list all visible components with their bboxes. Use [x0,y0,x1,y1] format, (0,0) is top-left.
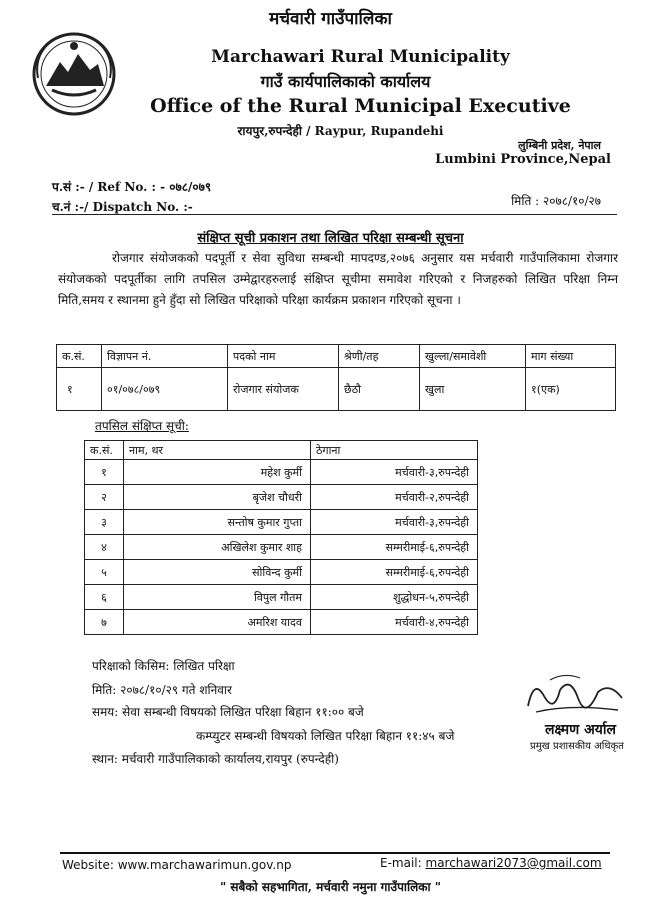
province-nepali: लुम्बिनी प्रदेश, नेपाल [518,139,601,152]
email-contact[interactable] [380,856,602,870]
cell: बृजेश चौधरी [124,485,311,510]
cell: ५ [85,560,124,585]
cell: २ [85,485,124,510]
shortlist-title: तपसिल संक्षिप्त सूची: [95,419,189,433]
cell: महेश कुर्मी [124,460,311,485]
table-row [85,535,478,560]
table-header-row [85,441,478,460]
cell: रोजगार संयोजक [228,368,339,411]
col-header: क.सं. [57,345,102,368]
table-row [85,460,478,485]
cell: खुला [420,368,526,411]
cell: ७ [85,610,124,635]
cell: मर्चवारी-४,रुपन्देही [311,610,478,635]
email-address[interactable]: marchawari2073@gmail.com [425,856,602,870]
exam-time-computer: कम्प्युटर सम्बन्धी विषयको लिखित परिक्षा बिहान ११:४५ बजे [196,729,455,743]
col-header: ठेगाना [311,441,478,460]
cell: १(एक) [526,368,616,411]
cell: सन्तोष कुमार गुप्ता [124,510,311,535]
table-row [85,560,478,585]
footer-slogan: " सबैको सहभागिता, मर्चवारी नमुना गाउँपालिका " [219,880,441,894]
col-header: पदको नाम [228,345,339,368]
province-english: Lumbini Province,Nepal [435,152,611,167]
cell: ०१/०७८/०७९ [102,368,228,411]
office-name-english: Office of the Rural Municipal Executive [150,95,571,117]
footer-divider [60,852,610,854]
cell: छैठौ [339,368,420,411]
cell: १ [85,460,124,485]
cell: अखिलेश कुमार शाह [124,535,311,560]
cell: ६ [85,585,124,610]
vacancy-table [56,344,616,411]
header-divider [52,214,617,215]
cell: शुद्धोधन-५,रुपन्देही [311,585,478,610]
cell: सम्मरीमाई-६,रुपन्देही [311,560,478,585]
table-row [85,510,478,535]
dispatch-number: च.नं :-/ Dispatch No. :- [52,200,193,214]
col-header: विज्ञापन नं. [102,345,228,368]
cell: विपुल गौतम [124,585,311,610]
col-header: नाम, थर [124,441,311,460]
col-header: खुल्ला/समावेशी [420,345,526,368]
exam-time-service: समय: सेवा सम्बन्धी विषयको लिखित परिक्षा बिहान ११:०० बजे [92,705,364,719]
cell: सोविन्द कुर्मी [124,560,311,585]
municipality-name-english: Marchawari Rural Municipality [211,47,510,67]
cell: ४ [85,535,124,560]
col-header: माग संख्या [526,345,616,368]
municipality-name-nepali: मर्चवारी गाउँपालिका [269,9,392,29]
handwritten-signature [520,668,630,720]
cell: मर्चवारी-२,रुपन्देही [311,485,478,510]
col-header: क.सं. [85,441,124,460]
exam-venue: स्थान: मर्चवारी गाउँपालिकाको कार्यालय,रायपुर (रुपन्देही) [92,752,339,766]
table-row [85,585,478,610]
table-header-row [57,345,616,368]
notice-body: रोजगार संयोजकको पदपूर्ती र सेवा सुविधा सम्बन्धी मापदण्ड,२०७६ अनुसार यस मर्चवारी गाउँपालिकामा रोजगार संयोजकको पदपूर्तीका लागि तपसिल उम्मेद्वारहरुलाई संक्षिप्त सूचीमा समावेश गरिएको र निजहरुको लिखित परिक्षा निम्न मिति,समय र स्थानमा हुने हुँदा सो लिखित परिक्षाको परिक्षा कार्यक्रम प्रकाशन गरिएको सूचना । [58,251,618,307]
office-name-nepali: गाउँ कार्यपालिकाको कार्यालय [260,72,431,91]
notice-title: संक्षिप्त सूची प्रकाशन तथा लिखित परिक्षा सम्बन्धी सूचना [197,231,464,246]
exam-type: परिक्षाको किसिम: लिखित परिक्षा [92,659,235,673]
office-address: रायपुर,रुपन्देही / Raypur, Rupandehi [237,124,444,138]
cell: १ [57,368,102,411]
cell: मर्चवारी-३,रुपन्देही [311,460,478,485]
signatory-name: लक्ष्मण अर्याल [545,722,617,738]
website-link[interactable]: Website: www.marchawarimun.gov.np [62,858,292,872]
col-header: श्रेणी/तह [339,345,420,368]
shortlist-table [84,440,478,635]
table-row [85,610,478,635]
signatory-title: प्रमुख प्रशासकीय अधिकृत [530,741,624,752]
ref-number: प.सं :- / Ref No. : - ०७८/०७९ [52,180,212,194]
table-row [85,485,478,510]
email-label: E-mail: [380,856,422,870]
cell: अमरिश यादव [124,610,311,635]
cell: सम्मरीमाई-६,रुपन्देही [311,535,478,560]
cell: ३ [85,510,124,535]
cell: मर्चवारी-३,रुपन्देही [311,510,478,535]
exam-date: मिति: २०७८/१०/२९ गते शनिवार [92,683,232,697]
letter-date: मिति : २०७८/१०/२७ [511,194,601,208]
table-row [57,368,616,411]
